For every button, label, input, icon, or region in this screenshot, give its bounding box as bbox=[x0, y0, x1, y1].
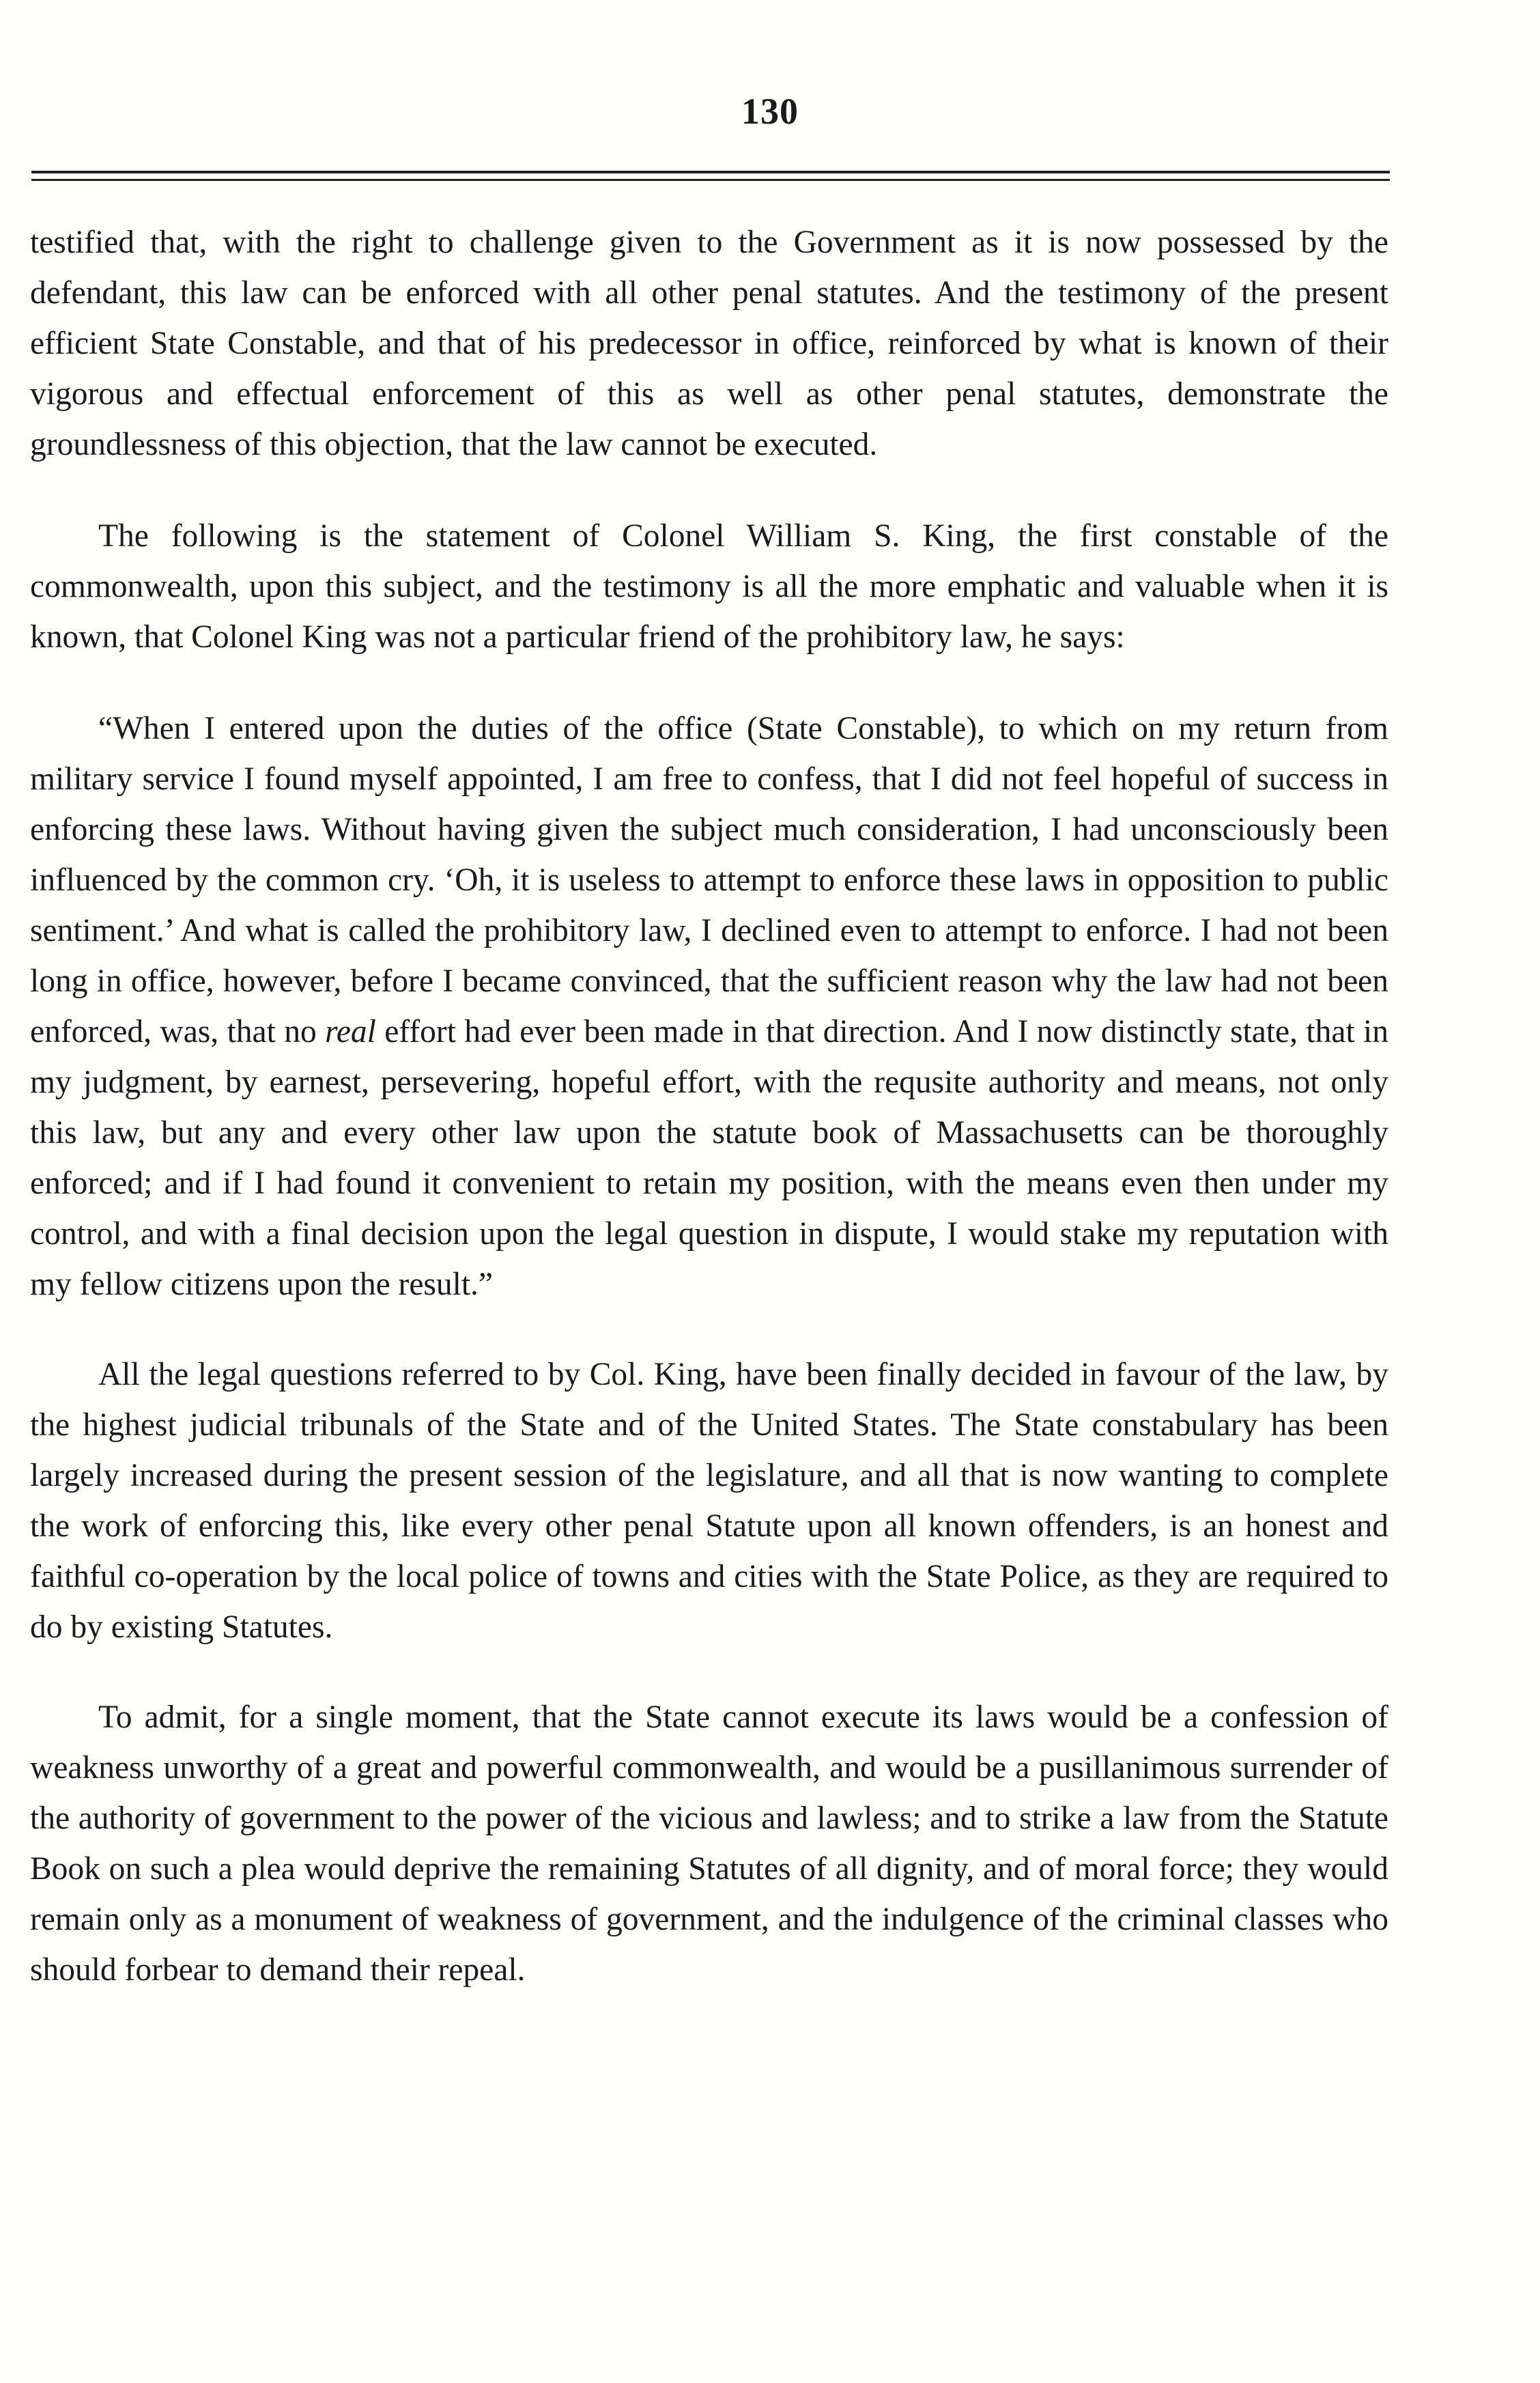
paragraph-testimony-continued: testified that, with the right to challenge given to the Government as it is now possessed by the defendant, this law can be enforced with all other penal statutes. And the testimony of the present efficient State Constable, and that of his predecessor in office, reinforced by what is known of their vigorous and effectual enforcement of this as well as other penal statutes, demonstrate the groundlessness of this objection, that the law cannot be executed. bbox=[30, 225, 1388, 462]
body-text bbox=[30, 217, 1388, 1995]
paragraph-legal-questions: All the legal questions referred to by Col. King, have been finally decided in favour of the law, by the highest judicial tribunals of the State and of the United States. The State constabulary has been largely increased during the present session of the legislature, and all that is now wanting to complete the work of enforcing this, like every other penal Statute upon all known offenders, is an honest and faithful co-operation by the local police of towns and cities with the State Police, as they are required to do by existing Statutes. bbox=[30, 1357, 1388, 1645]
page-number: 130 bbox=[741, 91, 799, 132]
quote-text-after: effort had ever been made in that direction. And I now distinctly state, that in my judgment, by earnest, persevering, hopeful effort, with the requsite authority and means, not only this law, but any and every other law upon the statute book of Massachusetts can be thoroughly enforced; and if I had found it convenient to retain my position, with the means even then under my control, and with a final decision upon the legal question in dispute, I would stake my reputation with my fellow citizens upon the result.” bbox=[30, 1014, 1388, 1302]
quote-emphasis: real bbox=[325, 1014, 376, 1049]
paragraph-king-introduction: The following is the statement of Colonel William S. King, the first constable of the commonwealth, upon this subject, and the testimony is all the more emphatic and valuable when it is known, that Colonel King was not a particular friend of the prohibitory law, he says: bbox=[30, 518, 1388, 655]
header-rule-bottom bbox=[31, 179, 1390, 181]
quote-text-before: “When I entered upon the duties of the office (State Constable), to which on my return from military service I found myself appointed, I am free to confess, that I did not feel hopeful of success in enforcing these laws. Without having given the subject much consideration, I had unconsciously been influenced by the common cry. ‘Oh, it is useless to attempt to enforce these laws in opposition to public sentiment.’ And what is called the prohibitory law, I declined even to attempt to enforce. I had not been long in office, however, before I became convinced, that the sufficient reason why the law had not been enforced, was, that no bbox=[30, 711, 1388, 1049]
paragraph-state-laws: To admit, for a single moment, that the State cannot execute its laws would be a confession of weakness unworthy of a great and powerful commonwealth, and would be a pusillanimous surrender of the authority of government to the power of the vicious and lawless; and to strike a law from the Statute Book on such a plea would deprive the remaining Statutes of all dignity, and of moral force; they would remain only as a monument of weakness of government, and the indulgence of the criminal classes who should forbear to demand their repeal. bbox=[30, 1700, 1388, 1988]
paragraph-king-quote bbox=[30, 703, 1388, 1310]
header-rule-top bbox=[31, 171, 1390, 173]
